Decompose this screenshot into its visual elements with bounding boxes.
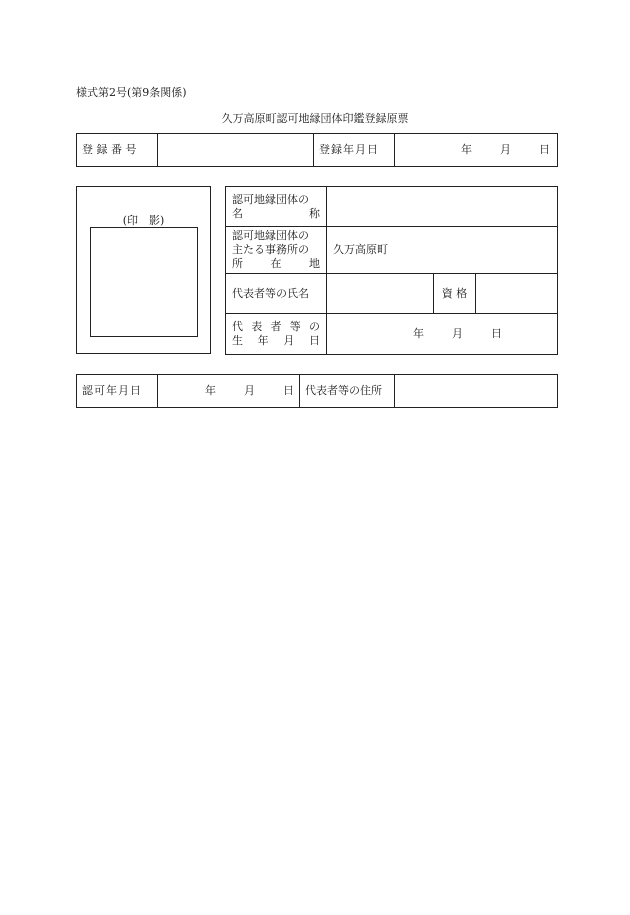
seal-impression-area[interactable]: [90, 227, 198, 337]
registration-date-label: 登録年月日: [314, 134, 395, 167]
approval-date-field[interactable]: [158, 375, 300, 408]
group-name-field[interactable]: [327, 187, 558, 227]
registration-number-field[interactable]: [158, 134, 314, 167]
form-number: 様式第2号(第9条関係): [76, 86, 187, 99]
office-location-label: 認可地縁団体の 主たる事務所の 所 在 地: [226, 227, 327, 274]
birth-day-label: 日: [491, 327, 502, 340]
group-info-table: [225, 186, 558, 355]
birth-year-label: 年: [413, 327, 424, 340]
qualification-field[interactable]: [476, 274, 558, 314]
seal-impression-label: (印 影): [122, 214, 165, 227]
representative-birthdate-label: 代 表 者 等 の 生 年 月 日: [226, 314, 327, 355]
qualification-label: 資 格: [434, 274, 476, 314]
representative-name-label: 代表者等の氏名: [226, 274, 327, 314]
representative-address-field[interactable]: [395, 375, 558, 408]
approval-year-label: 年: [205, 384, 216, 397]
seal-impression-box: [76, 186, 211, 354]
registration-date-field[interactable]: [395, 134, 558, 167]
representative-birthdate-field[interactable]: [327, 314, 558, 355]
registration-month-label: 月: [500, 143, 511, 156]
approval-day-label: 日: [283, 384, 294, 397]
registration-year-label: 年: [461, 143, 472, 156]
group-name-label: 認可地縁団体の 名 称: [226, 187, 327, 227]
registration-table: [76, 133, 558, 167]
registration-number-label: 登 録 番 号: [77, 134, 158, 167]
representative-address-label: 代表者等の住所: [300, 375, 395, 408]
registration-day-label: 日: [539, 143, 550, 156]
approval-table: [76, 374, 558, 408]
representative-name-field[interactable]: [327, 274, 434, 314]
form-title: 久万高原町認可地縁団体印鑑登録原票: [221, 112, 409, 125]
birth-month-label: 月: [452, 327, 463, 340]
office-location-field[interactable]: 久万高原町: [327, 227, 558, 274]
approval-month-label: 月: [244, 384, 255, 397]
approval-date-label: 認可年月日: [77, 375, 158, 408]
